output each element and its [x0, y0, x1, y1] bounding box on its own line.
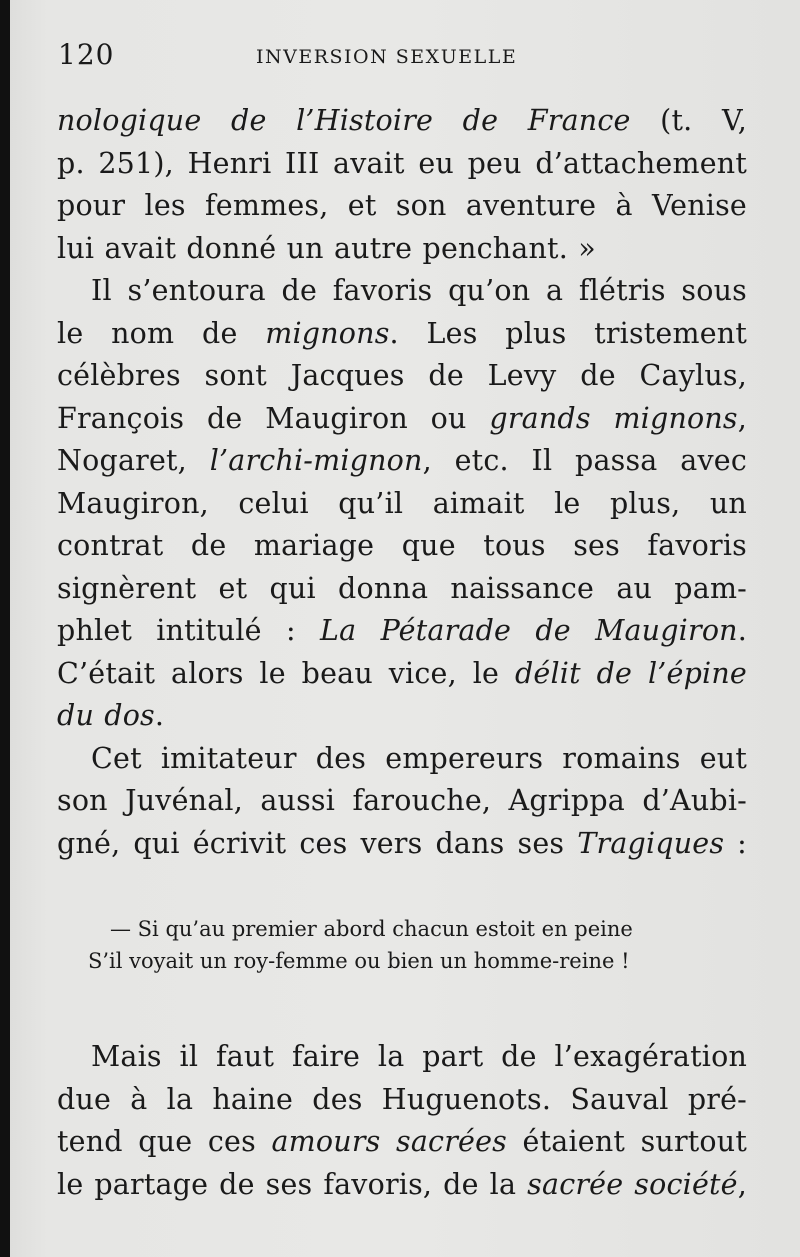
paragraph-1 — [57, 100, 747, 270]
text-run: C’était alors le beau vice, le — [57, 656, 515, 690]
text-run: Nogaret, — [57, 444, 210, 477]
italic-text: du dos — [57, 699, 155, 732]
text-line — [57, 780, 747, 823]
text-line — [57, 185, 747, 228]
text-line — [57, 313, 747, 356]
text-line — [57, 695, 747, 738]
text-run: p. 251), Henri III avait eu peu d’attachement — [57, 146, 747, 180]
text-line — [57, 1079, 747, 1122]
text-run: , — [737, 1167, 748, 1201]
text-run: due à la haine des Huguenots. Sauval pré- — [57, 1082, 747, 1116]
verse-line: S’il voyait un roy-femme ou bien un homme-reine ! — [88, 949, 630, 973]
text-line — [57, 823, 747, 866]
text-line — [57, 100, 747, 143]
page-body-continued — [57, 1036, 747, 1206]
text-run: . — [737, 614, 748, 647]
text-run: tend que ces — [57, 1125, 272, 1158]
text-run: (t. V, — [630, 104, 748, 137]
italic-text: délit de l’épine — [514, 656, 747, 690]
text-line — [57, 228, 747, 271]
text-run: gné, qui écrivit ces vers dans ses — [57, 826, 578, 860]
italic-text: amours sacrées — [271, 1125, 507, 1158]
italic-text: l’archi-mignon — [209, 444, 423, 477]
italic-text: de — [201, 104, 297, 137]
text-run: son Juvénal, aussi farouche, Agrippa d’Aubi- — [57, 784, 747, 817]
page-number: 120 — [58, 38, 115, 71]
italic-text: nologique — [57, 104, 202, 137]
text-line — [57, 440, 747, 483]
running-title: INVERSION SEXUELLE — [256, 46, 518, 68]
text-run: Maugiron, celui qu’il aimait le plus, un — [57, 486, 747, 520]
text-run: célèbres sont Jacques de Levy de Caylus, — [57, 359, 747, 392]
text-run: François de Maugiron ou — [57, 401, 490, 435]
paragraph-3 — [57, 738, 747, 866]
text-run: : — [724, 826, 747, 860]
text-run: signèrent et qui donna naissance au pam- — [57, 571, 747, 605]
text-run: le nom de — [57, 316, 266, 350]
text-run: le partage de ses favoris, de la — [57, 1167, 528, 1201]
italic-text: l’Histoire de France — [296, 104, 631, 137]
text-run: Mais il faut faire la part de l’exagération — [91, 1040, 747, 1073]
text-run: phlet intitulé : — [57, 614, 321, 647]
paragraph-2 — [57, 270, 747, 738]
page-edge-shadow — [0, 0, 10, 1257]
text-line — [57, 398, 747, 441]
page-header — [58, 38, 748, 78]
text-run: lui avait donné un autre penchant. » — [57, 231, 596, 265]
paragraph-4 — [57, 1036, 747, 1206]
text-run: pour les femmes, et son aventure à Venise — [57, 189, 747, 222]
text-line — [57, 568, 747, 611]
text-line — [57, 653, 747, 696]
text-run: Cet imitateur des empereurs romains eut — [91, 741, 747, 775]
text-line — [57, 1121, 747, 1164]
italic-text: sacrée société — [527, 1167, 738, 1201]
page-body — [57, 100, 747, 865]
text-run: , etc. Il passa avec — [422, 444, 747, 477]
italic-text: Tragiques — [577, 826, 725, 860]
text-line — [57, 483, 747, 526]
text-run: étaient surtout — [506, 1125, 747, 1158]
verse-quotation — [88, 913, 723, 977]
text-line — [57, 355, 747, 398]
italic-text: mignons — [265, 316, 390, 350]
italic-text: La Pétarade de Maugiron — [320, 614, 738, 647]
verse-line: — Si qu’au premier abord chacun estoit en peine — [110, 917, 633, 941]
text-line — [57, 1036, 747, 1079]
text-line — [57, 525, 747, 568]
text-line — [57, 1164, 747, 1207]
text-run: Il s’entoura de favoris qu’on a flétris sous — [91, 274, 747, 307]
text-line — [57, 610, 747, 653]
text-run: contrat de mariage que tous ses favoris — [57, 529, 747, 562]
italic-text: grands mignons — [489, 401, 738, 435]
text-run: , — [737, 401, 747, 435]
text-run: . — [154, 699, 165, 732]
text-line — [57, 143, 747, 186]
text-run: . Les plus tristement — [389, 316, 747, 350]
text-line — [57, 270, 747, 313]
text-line — [57, 738, 747, 781]
